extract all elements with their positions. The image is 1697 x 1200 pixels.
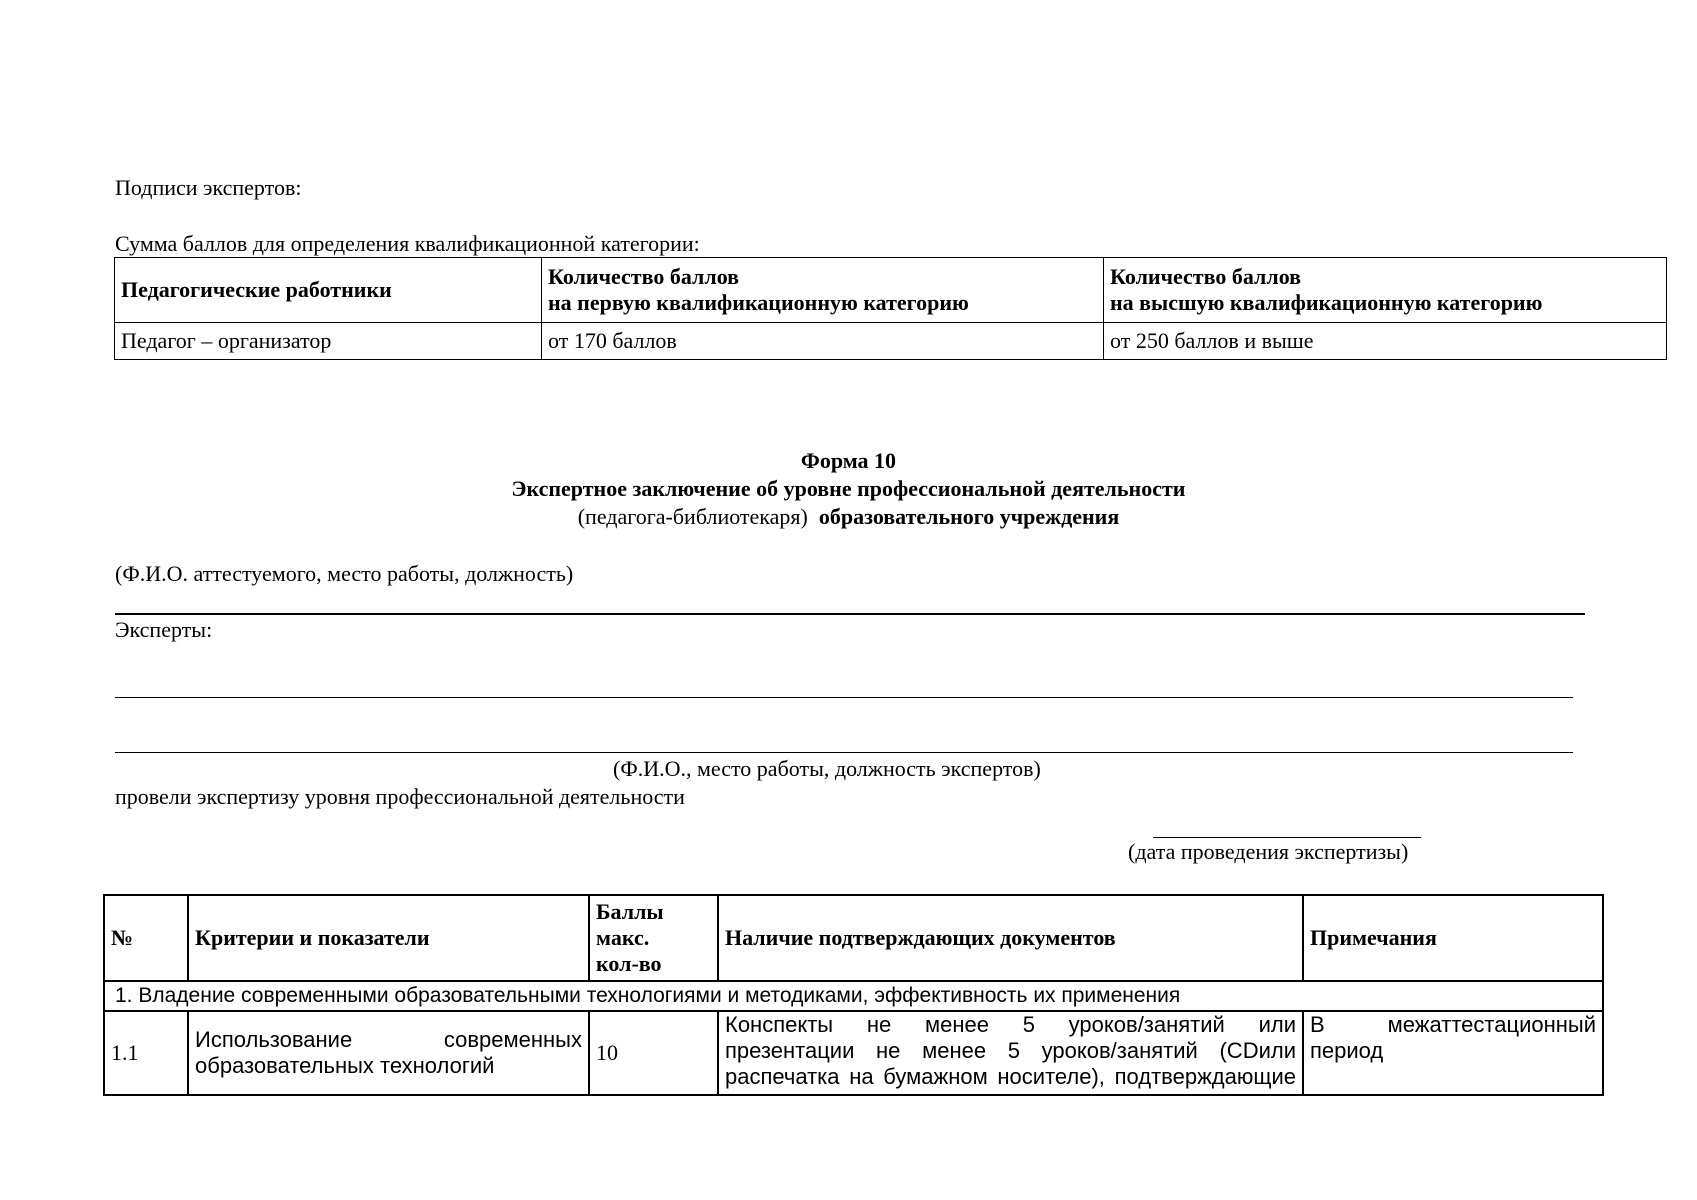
header-cell-number: № bbox=[104, 895, 188, 981]
qualification-points-table bbox=[114, 257, 1667, 360]
date-underline bbox=[1153, 837, 1421, 838]
form-subtitle-bold: образовательного учреждения bbox=[818, 504, 1120, 529]
form-subtitle bbox=[0, 504, 1697, 530]
cell-first-points: от 170 баллов bbox=[542, 323, 1104, 360]
form-number: Форма 10 bbox=[800, 448, 897, 473]
header-line: на первую квалификационную категорию bbox=[548, 290, 969, 315]
table-row bbox=[115, 323, 1667, 360]
header-line: Количество баллов bbox=[1110, 264, 1302, 289]
cell-notes bbox=[1303, 1011, 1603, 1095]
header-cell-criteria: Критерии и показатели bbox=[188, 895, 589, 981]
experts-caption: (Ф.И.О., место работы, должность экспертов) bbox=[613, 756, 1041, 781]
table-header-row bbox=[115, 258, 1667, 323]
fio-label: (Ф.И.О. аттестуемого, место работы, должность) bbox=[115, 561, 574, 586]
signatures-label: Подписи экспертов: bbox=[115, 175, 302, 200]
header-line: Баллы bbox=[596, 899, 664, 924]
criteria-table bbox=[103, 894, 1604, 1096]
header-line: на высшую квалификационную категорию bbox=[1110, 290, 1543, 315]
header-cell-first-category bbox=[542, 258, 1104, 323]
conducted-text: провели экспертизу уровня профессиональной деятельности bbox=[115, 784, 685, 809]
cell-criteria bbox=[188, 1011, 589, 1095]
sum-label: Сумма баллов для определения квалификационной категории: bbox=[115, 231, 700, 256]
section-row bbox=[104, 981, 1603, 1011]
header-cell-points bbox=[589, 895, 718, 981]
text-line: В межаттестационный bbox=[1310, 1012, 1596, 1037]
cell-number: 1.1 bbox=[104, 1011, 188, 1095]
table-header-row bbox=[104, 895, 1603, 981]
experts-line-1 bbox=[115, 697, 1573, 698]
section-title: 1. Владение современными образовательными технологиями и методиками, эффективность их применения bbox=[104, 981, 1603, 1011]
table-row bbox=[104, 1011, 1603, 1095]
fio-underline bbox=[115, 613, 1585, 615]
text-line: Конспекты не менее 5 уроков/занятий или bbox=[725, 1012, 1296, 1037]
cell-highest-points: от 250 баллов и выше bbox=[1104, 323, 1667, 360]
text-line: образовательных технологий bbox=[195, 1053, 495, 1078]
header-line: кол-во bbox=[596, 951, 662, 976]
cell-worker: Педагог – организатор bbox=[115, 323, 542, 360]
text-line: презентации не менее 5 уроков/занятий (CDили bbox=[725, 1038, 1296, 1063]
form-subtitle-normal: (педагога-библиотекаря) bbox=[577, 504, 808, 529]
experts-label: Эксперты: bbox=[115, 617, 213, 642]
date-caption: (дата проведения экспертизы) bbox=[1128, 839, 1409, 864]
header-cell-documents: Наличие подтверждающих документов bbox=[718, 895, 1303, 981]
cell-documents bbox=[718, 1011, 1303, 1095]
experts-line-2 bbox=[115, 752, 1573, 753]
text-line: Использование современных bbox=[195, 1027, 582, 1052]
header-line: макс. bbox=[596, 925, 650, 950]
header-line: Количество баллов bbox=[548, 264, 740, 289]
header-cell-highest-category bbox=[1104, 258, 1667, 323]
text-line: распечатка на бумажном носителе), подтверждающие bbox=[725, 1064, 1296, 1089]
header-cell-notes: Примечания bbox=[1303, 895, 1603, 981]
text-line: период bbox=[1310, 1038, 1384, 1063]
header-cell-workers: Педагогические работники bbox=[115, 258, 542, 323]
cell-points: 10 bbox=[589, 1011, 718, 1095]
form-title: Экспертное заключение об уровне профессиональной деятельности bbox=[511, 476, 1186, 501]
